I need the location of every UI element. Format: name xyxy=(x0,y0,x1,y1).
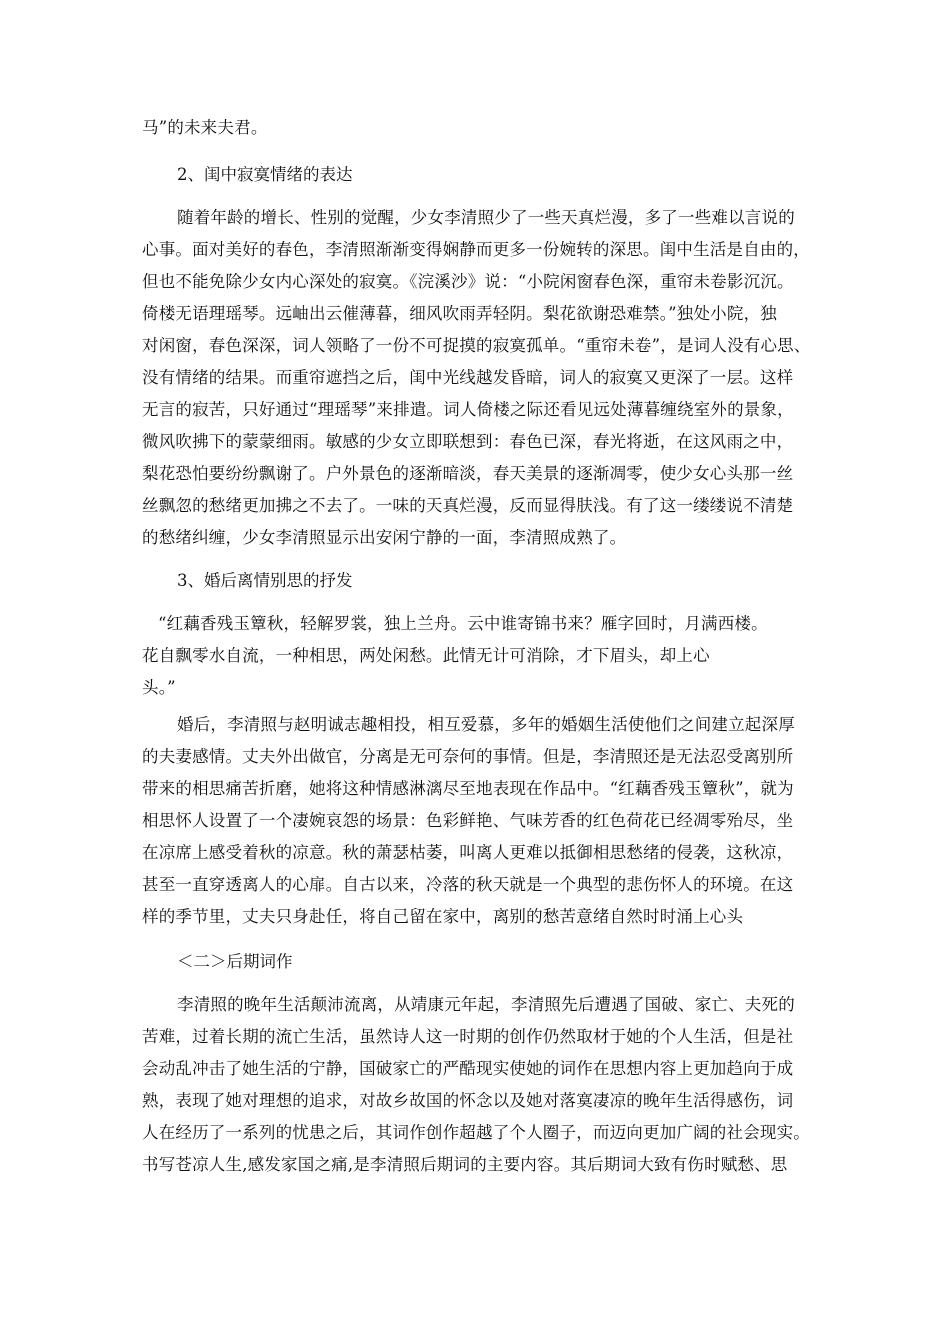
text-line: 马”的未来夫君。 xyxy=(142,118,268,137)
text-line: 带来的相思痛苦折磨，她将这种情感淋漓尽至地表现在作品中。“红藕香残玉簟秋”，就为 xyxy=(142,779,794,798)
text-line: 李清照的晚年生活颠沛流离，从靖康元年起，李清照先后遭遇了国破、家亡、夫死的 xyxy=(177,995,795,1014)
text-line: 的愁绪纠缠，少女李清照显示出安闲宁静的一面，李清照成熟了。 xyxy=(142,528,627,547)
text-line: 甚至一直穿透离人的心扉。自古以来，冷落的秋天就是一个典型的悲伤怀人的环境。在这 xyxy=(142,875,794,894)
section-heading: 2、闺中寂寞情绪的表达 xyxy=(177,165,353,184)
text-line: 对闲窗，春色深深，词人领略了一份不可捉摸的寂寞孤单。“重帘未卷”，是词人没有心思、 xyxy=(142,336,811,355)
text-line: 倚楼无语理瑶琴。远岫出云催薄暮，细风吹雨弄轻阴。梨花欲谢恐难禁。”独处小院，独 xyxy=(142,304,777,323)
section-heading: ＜二＞后期词作 xyxy=(177,952,293,971)
text-line: 苦难，过着长期的流亡生活，虽然诗人这一时期的创作仍然取材于她的个人生活，但是社 xyxy=(142,1027,794,1046)
text-line: 头。” xyxy=(142,678,176,697)
text-line: 但也不能免除少女内心深处的寂寞。《浣溪沙》说：“小院闲窗春色深，重帘未卷影沉沉。 xyxy=(142,272,794,291)
text-line: 随着年龄的增长、性别的觉醒，少女李清照少了一些天真烂漫，多了一些难以言说的 xyxy=(177,208,795,227)
text-line: 的夫妻感情。丈夫外出做官，分离是无可奈何的事情。但是，李清照还是无法忍受离别所 xyxy=(142,747,794,766)
text-line: 微风吹拂下的蒙蒙细雨。敏感的少女立即联想到：春色已深，春光将逝，在这风雨之中， xyxy=(142,432,794,451)
text-line: 熟，表现了她对理想的追求，对故乡故国的怀念以及她对落寞凄凉的晚年生活得感伤，词 xyxy=(142,1091,794,1110)
text-line: 样的季节里，丈夫只身赴任，将自己留在家中，离别的愁苦意绪自然时时涌上心头 xyxy=(142,907,744,926)
text-line: 婚后，李清照与赵明诚志趣相投，相互爱慕，多年的婚姻生活使他们之间建立起深厚 xyxy=(177,715,795,734)
text-line: 花自飘零水自流，一种相思，两处闲愁。此情无计可消除，才下眉头，却上心 xyxy=(142,646,710,665)
text-line: 丝飘忽的愁绪更加拂之不去了。一味的天真烂漫，反而显得肤浅。有了这一缕缕说不清楚 xyxy=(142,496,794,515)
text-line: 梨花恐怕要纷纷飘谢了。户外景色的逐渐暗淡，春天美景的逐渐凋零，使少女心头那一丝 xyxy=(142,464,794,483)
text-line: 人在经历了一系列的忧患之后，其词作创作超越了个人圈子，而迈向更加广阔的社会现实。 xyxy=(142,1123,810,1142)
text-line: 在凉席上感受着秋的凉意。秋的萧瑟枯萎，叫离人更难以抵御相思愁绪的侵袭，这秋凉， xyxy=(142,843,794,862)
text-line: 书写苍凉人生,感发家国之痛,是李清照后期词的主要内容。其后期词大致有伤时赋愁、思 xyxy=(142,1155,788,1174)
text-line: 相思怀人设置了一个凄婉哀怨的场景：色彩鲜艳、气味芳香的红色荷花已经凋零殆尽，坐 xyxy=(142,811,794,830)
text-line: 没有情绪的结果。而重帘遮挡之后，闺中光线越发昏暗，词人的寂寞又更深了一层。这样 xyxy=(142,368,794,387)
text-line: 会动乱冲击了她生活的宁静，国破家亡的严酷现实使她的词作在思想内容上更加趋向于成 xyxy=(142,1059,794,1078)
text-line: 心事。面对美好的春色，李清照渐渐变得娴静而更多一份婉转的深思。闺中生活是自由的， xyxy=(142,240,810,259)
text-line: 无言的寂苦，只好通过“理瑶琴”来排遣。词人倚楼之际还看见远处薄暮缠绕室外的景象， xyxy=(142,400,794,419)
text-line: “红藕香残玉簟秋，轻解罗裳，独上兰舟。云中谁寄锦书来？雁字回时，月满西楼。 xyxy=(158,614,768,633)
section-heading: 3、婚后离情别思的抒发 xyxy=(177,571,353,590)
